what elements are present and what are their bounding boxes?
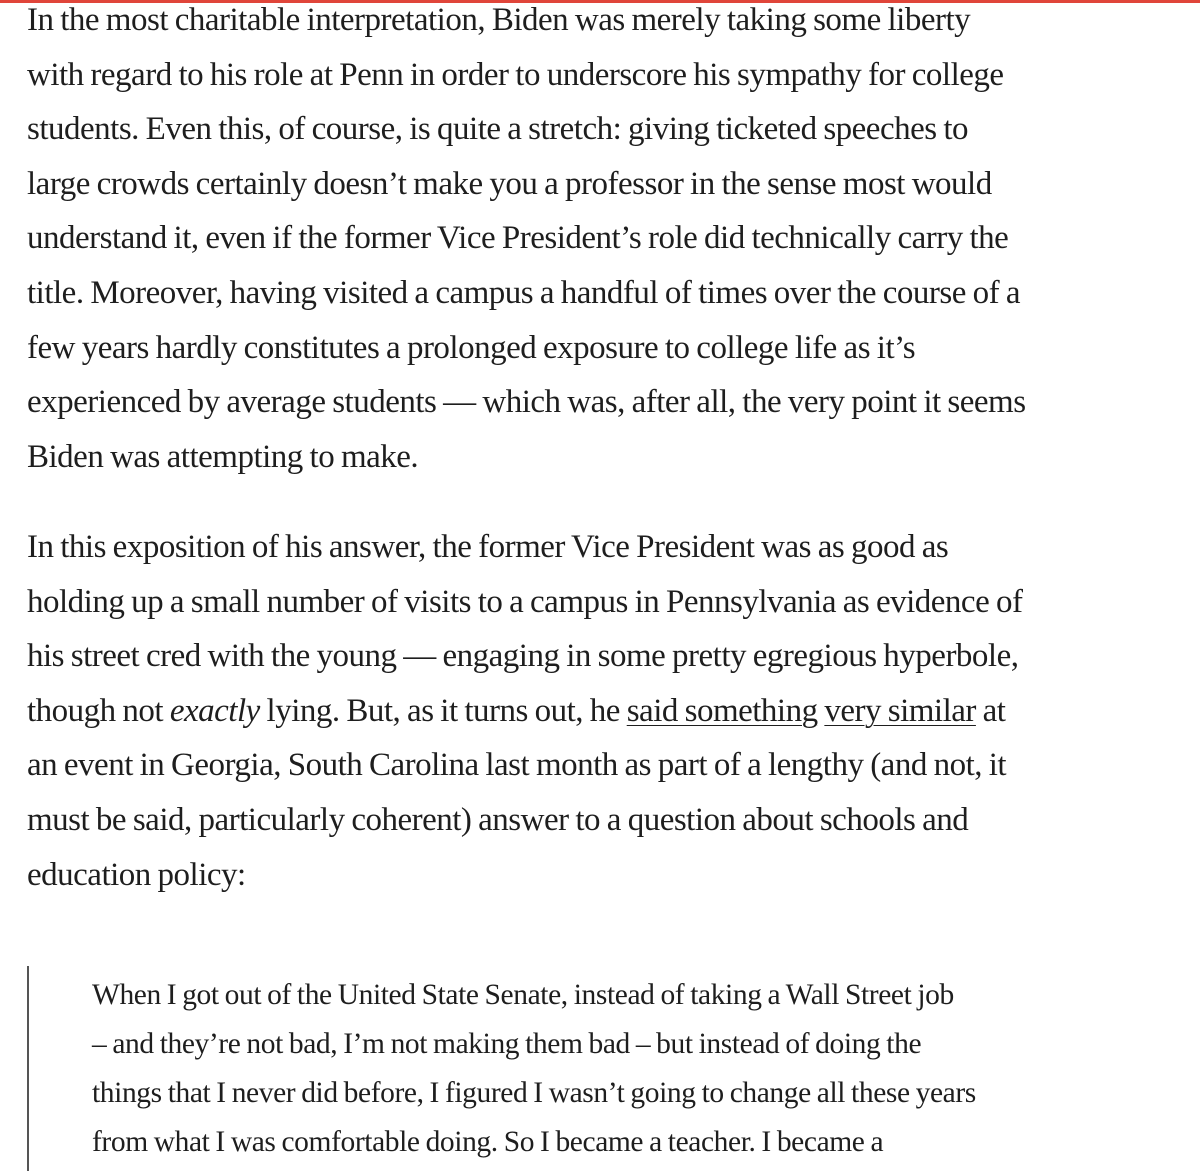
blockquote-line: – and they’re not bad, I’m not making them bad – but instead of doing the <box>92 1028 922 1060</box>
blockquote-line: things that I never did before, I figured I wasn’t going to change all these years <box>92 1077 976 1109</box>
link-very-similar[interactable]: very similar <box>824 692 976 729</box>
emphasis-exactly: exactly <box>169 692 260 729</box>
paragraph-line: In the most charitable interpretation, Biden was merely taking some liberty <box>27 2 971 38</box>
paragraph-line: an event in Georgia, South Carolina last month as part of a lengthy (and not, it <box>27 747 1007 784</box>
paragraph-line: students. Even this, of course, is quite a stretch: giving ticketed speeches to <box>27 111 969 148</box>
paragraph-line: with regard to his role at Penn in order to underscore his sympathy for college <box>27 56 1004 93</box>
paragraph-line: few years hardly constitutes a prolonged exposure to college life as it’s <box>27 329 916 366</box>
paragraph-line: must be said, particularly coherent) answer to a question about schools and <box>27 801 969 838</box>
blockquote-line: When I got out of the United State Senate, instead of taking a Wall Street job <box>92 979 954 1011</box>
paragraph-line: In this exposition of his answer, the former Vice President was as good as <box>27 529 949 565</box>
paragraph-line: holding up a small number of visits to a campus in Pennsylvania as evidence of <box>27 583 1023 620</box>
paragraph-line: experienced by average students — which was, after all, the very point it seems <box>27 384 1026 421</box>
text-fragment: at <box>975 692 1006 729</box>
paragraph-line: title. Moreover, having visited a campus a handful of times over the course of a <box>27 274 1021 311</box>
paragraph-line: Biden was attempting to make. <box>27 438 419 475</box>
link-said-something[interactable]: said something <box>626 692 818 729</box>
paragraph-line: education policy: <box>27 856 246 893</box>
paragraph-line: understand it, even if the former Vice President’s role did technically carry the <box>27 220 1009 257</box>
blockquote-line: from what I was comfortable doing. So I became a teacher. I became a <box>92 1126 884 1158</box>
paragraph-charitable-interpretation <box>27 0 1026 484</box>
text-fragment: lying. But, as it turns out, he <box>259 692 627 729</box>
paragraph-line <box>27 684 1022 739</box>
paragraph-line: his street cred with the young — engaging in some pretty egregious hyperbole, <box>27 638 1019 675</box>
text-fragment: though not <box>27 692 170 729</box>
blockquote-quote <box>27 966 1200 1171</box>
paragraph-exposition <box>27 520 1022 902</box>
paragraph-line: large crowds certainly doesn’t make you a professor in the sense most would <box>27 165 992 202</box>
blockquote-text <box>92 971 976 1167</box>
